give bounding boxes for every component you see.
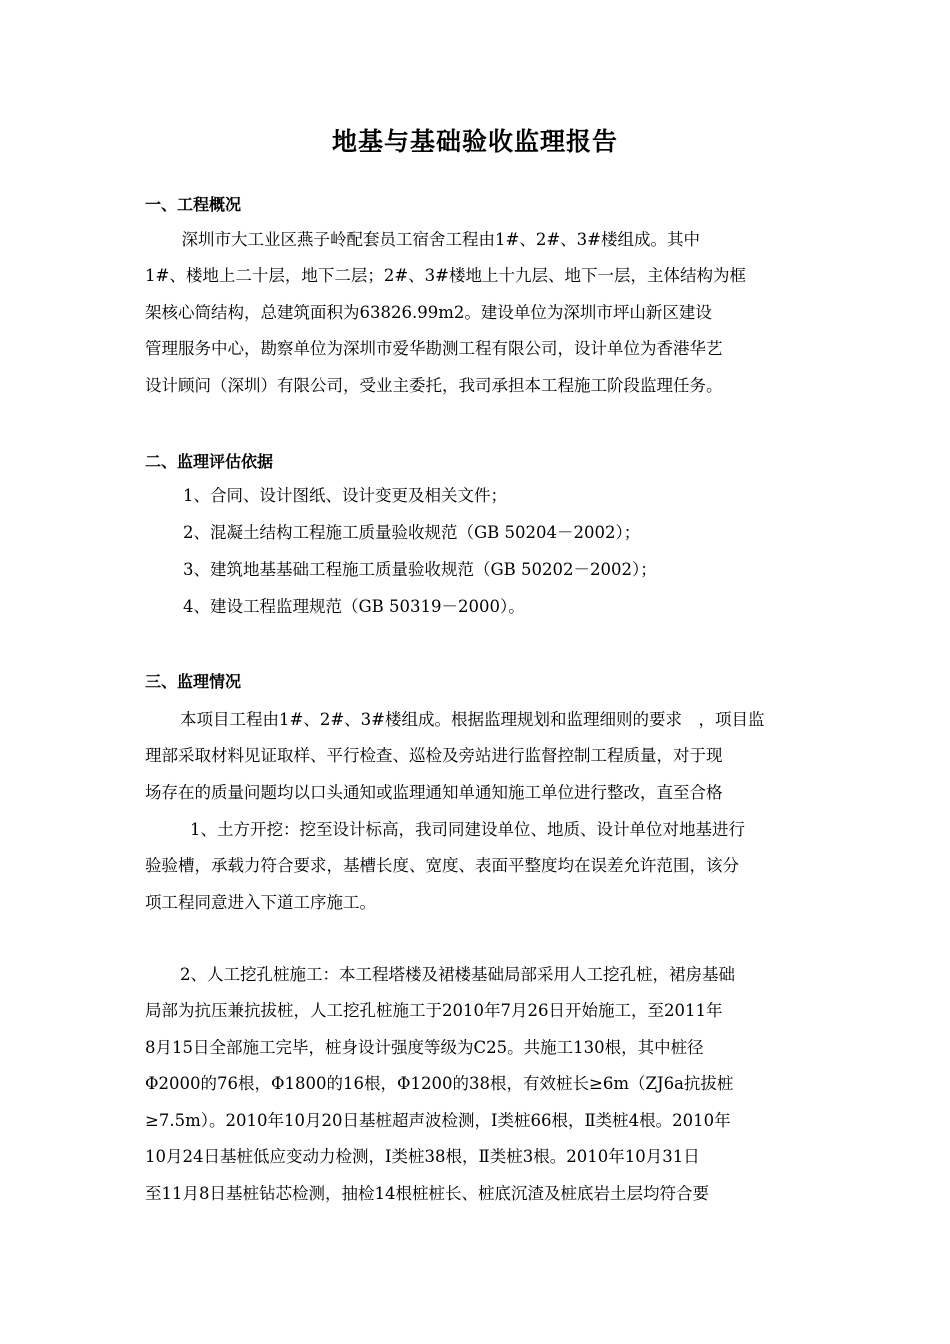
- paragraph-line: 本项目工程由1#、2#、3#楼组成。根据监理规划和监理细则的要求 ，项目监: [180, 710, 765, 729]
- pile-item-cont: [145, 993, 815, 1212]
- paragraph-line: 1#、楼地上二十层，地下二层；2#、3#楼地上十九层、地下一层，主体结构为框: [145, 266, 746, 285]
- overview-paragraph-cont: [145, 258, 815, 404]
- section-heading-overview: 一、工程概况: [145, 195, 242, 214]
- overview-paragraph: [165, 222, 835, 259]
- section-heading-basis: 二、监理评估依据: [145, 452, 274, 471]
- paragraph-line: 至11月8日基桩钻芯检测，抽检14根桩桩长、桩底沉渣及桩底岩土层均符合要: [145, 1183, 709, 1203]
- basis-item: 4、建设工程监理规范（GB 50319－2000）。: [183, 597, 525, 616]
- paragraph-line: 理部采取材料见证取样、平行检查、巡检及旁站进行监督控制工程质量，对于现: [145, 746, 723, 765]
- earthwork-item: [190, 812, 860, 849]
- paragraph-line: 验验槽，承载力符合要求，基槽长度、宽度、表面平整度均在误差允许范围，该分: [145, 856, 739, 875]
- basis-item: 1、合同、设计图纸、设计变更及相关文件；: [183, 486, 507, 505]
- paragraph-line: 1、土方开挖：挖至设计标高，我司同建设单位、地质、设计单位对地基进行: [190, 820, 745, 839]
- paragraph-line: 架核心筒结构，总建筑面积为63826.99m2。建设单位为深圳市坪山新区建设: [145, 302, 712, 322]
- paragraph-line: 场存在的质量问题均以口头通知或监理通知单通知施工单位进行整改，直至合格: [145, 782, 723, 802]
- paragraph-line: ≥7.5m）。2010年10月20日基桩超声波检测，Ⅰ类桩66根，Ⅱ类桩4根。2010年: [145, 1110, 731, 1130]
- paragraph-line: 设计顾问（深圳）有限公司，受业主委托，我司承担本工程施工阶段监理任务。: [145, 375, 723, 395]
- paragraph-line: 项工程同意进入下道工序施工。: [145, 892, 376, 912]
- basis-item: 3、建筑地基基础工程施工质量验收规范（GB 50202－2002）；: [183, 560, 657, 579]
- supervision-intro: [180, 702, 850, 739]
- section-heading-supervision: 三、监理情况: [145, 672, 242, 691]
- paragraph-line: 10月24日基桩低应变动力检测，Ⅰ类桩38根，Ⅱ类桩3根。2010年10月31日: [145, 1147, 700, 1166]
- paragraph-line: 8月15日全部施工完毕，桩身设计强度等级为C25。共施工130根，其中桩径: [145, 1037, 704, 1057]
- paragraph-line: 深圳市大工业区燕子岭配套员工宿舍工程由1#、2#、3#楼组成。其中: [165, 230, 700, 249]
- paragraph-line: 局部为抗压兼抗拔桩，人工挖孔桩施工于2010年7月26日开始施工，至2011年: [145, 1001, 723, 1020]
- paragraph-line: Φ2000的76根，Φ1800的16根，Φ1200的38根，有效桩长≥6m（ZJ6a抗拔桩: [145, 1074, 734, 1093]
- pile-item: [180, 957, 850, 994]
- supervision-intro-cont: [145, 738, 815, 811]
- paragraph-line: 管理服务中心，勘察单位为深圳市爱华勘测工程有限公司，设计单位为香港华艺: [145, 339, 723, 358]
- earthwork-item-cont: [145, 848, 815, 921]
- basis-item: 2、混凝土结构工程施工质量验收规范（GB 50204－2002）；: [183, 523, 641, 542]
- page-title: 地基与基础验收监理报告: [331, 127, 618, 156]
- paragraph-line: 2、人工挖孔桩施工：本工程塔楼及裙楼基础局部采用人工挖孔桩，裙房基础: [180, 965, 735, 984]
